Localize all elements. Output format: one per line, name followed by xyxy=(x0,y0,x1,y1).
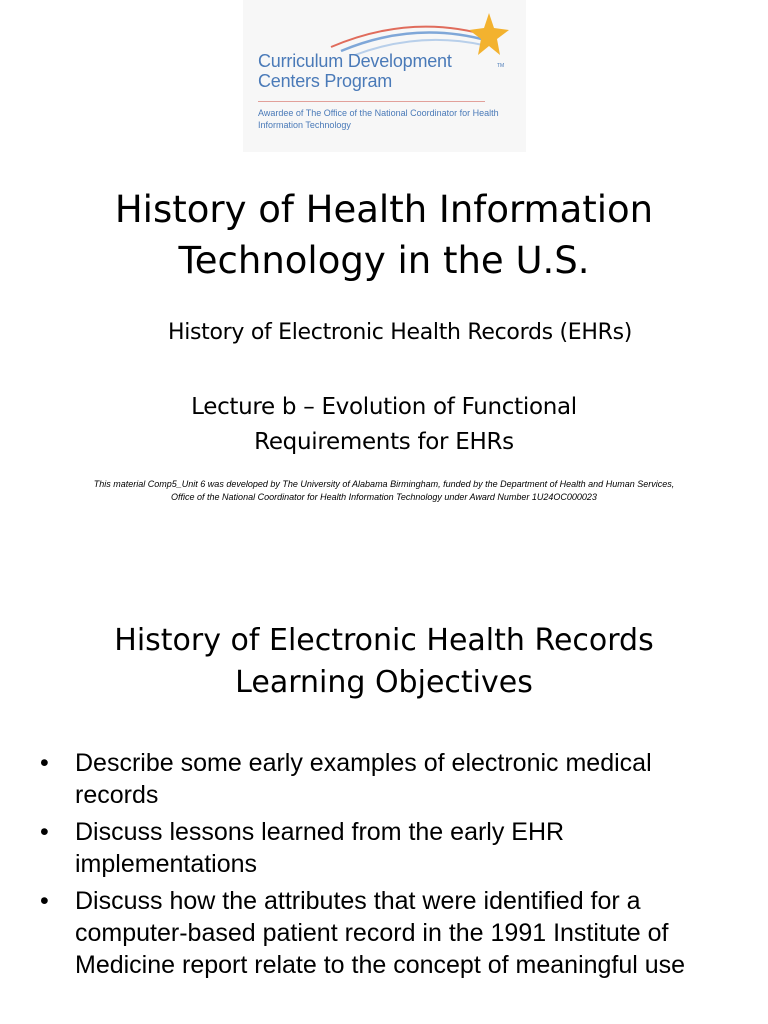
logo-line1: Curriculum Development xyxy=(258,51,452,71)
objectives-title: History of Electronic Health Records Learning Objectives xyxy=(114,623,654,700)
subtitle: History of Electronic Health Records (EHRs) xyxy=(167,320,633,345)
logo-award-text: Awardee of The Office of the National Coordinator for Health Information Technology xyxy=(258,108,499,130)
cdcp-logo xyxy=(243,0,526,152)
objectives-list xyxy=(40,747,740,986)
logo-divider xyxy=(258,101,485,102)
bullet-text: Describe some early examples of electronic medical records xyxy=(75,749,652,809)
bullet-text: Discuss lessons learned from the early EHR implementations xyxy=(75,818,565,878)
bullet-icon: • xyxy=(40,887,49,915)
lecture-title: Lecture b – Evolution of Functional Requirements for EHRs xyxy=(191,394,577,455)
bullet-icon: • xyxy=(40,749,49,777)
logo-line2: Centers Program xyxy=(258,71,393,91)
credit-text: This material Comp5_Unit 6 was developed by The University of Alabama Birmingham, funded by the Department of Health and Human Services, Office of the National Coordinator for Health Information Technology under Award Number 1U24OC000023 xyxy=(93,479,675,502)
bullet-icon: • xyxy=(40,818,49,846)
bullet-text: Discuss how the attributes that were identified for a computer-based patient record in the 1991 Institute of Medicine report relate to the concept of meaningful use xyxy=(75,887,686,979)
list-item xyxy=(40,747,740,811)
logo-trademark: TM xyxy=(497,63,505,69)
list-item xyxy=(40,816,740,880)
list-item xyxy=(40,885,740,981)
main-title: History of Health Information Technology in the U.S. xyxy=(114,188,654,282)
logo-star-icon xyxy=(469,13,509,55)
